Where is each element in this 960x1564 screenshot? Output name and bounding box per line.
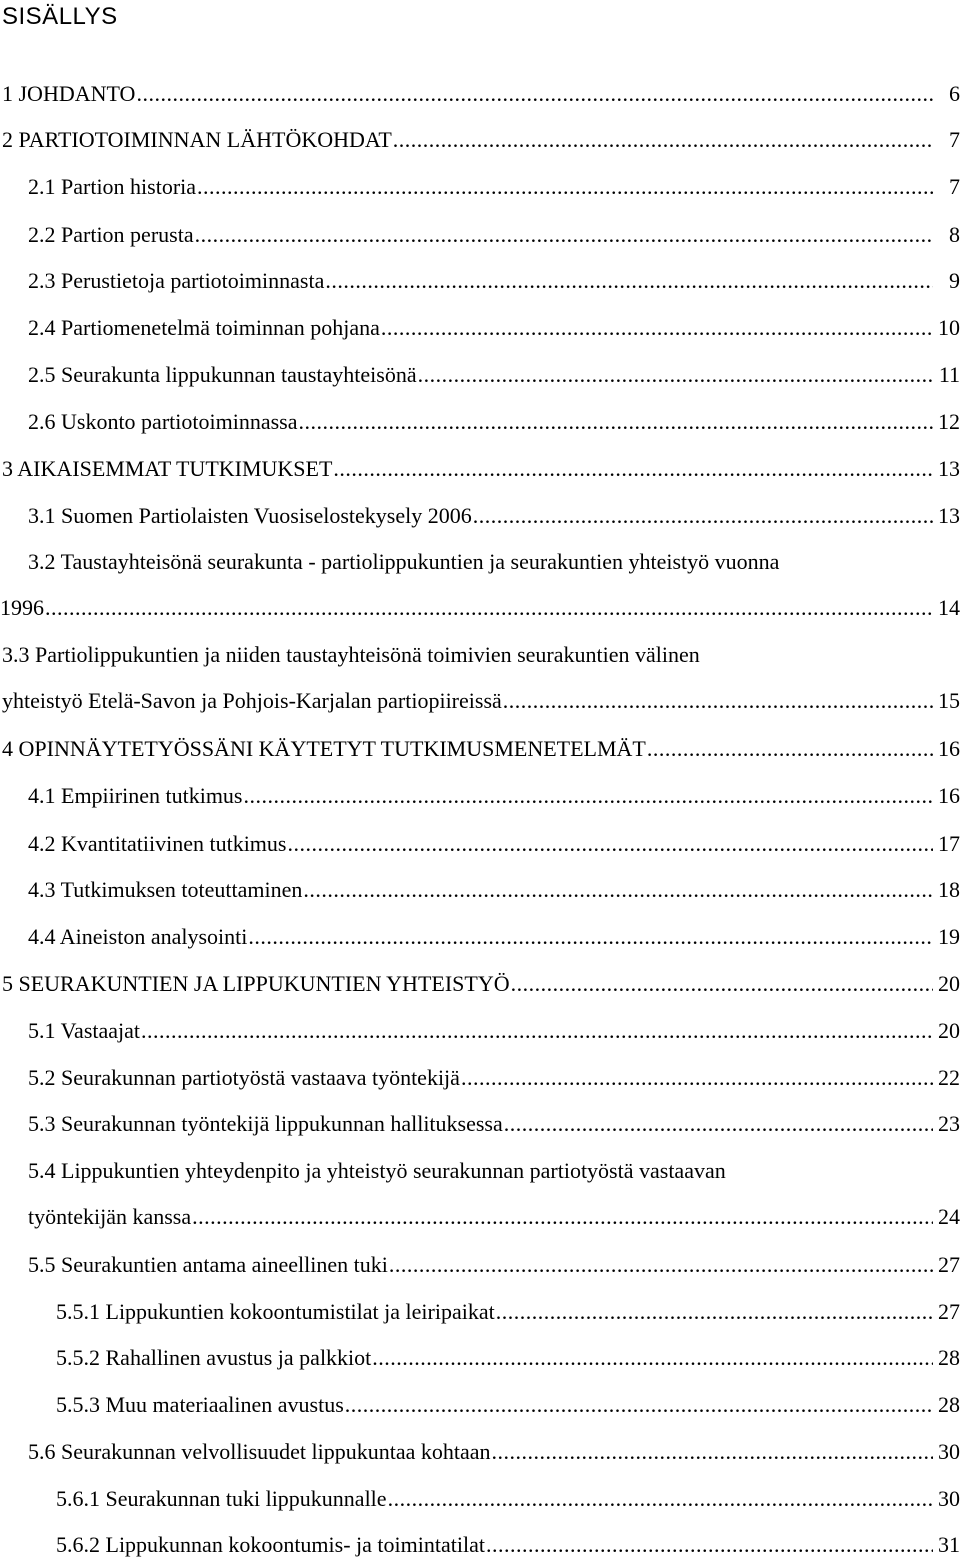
- toc-entry-3-3[interactable]: [2, 640, 960, 716]
- toc-entry-4-4[interactable]: [28, 922, 960, 952]
- dot-leader: [298, 407, 933, 437]
- toc-entry-4-2[interactable]: [28, 829, 960, 859]
- toc-entry-page: 9: [949, 268, 960, 293]
- toc-entry-label: 3.1 Suomen Partiolaisten Vuosiselostekysely 2006: [28, 503, 472, 528]
- toc-entry-label: 2.5 Seurakunta lippukunnan taustayhteisönä: [28, 362, 417, 387]
- toc-entry-5[interactable]: [2, 969, 960, 999]
- dot-leader: [303, 875, 933, 905]
- toc-entry-label: 5 SEURAKUNTIEN JA LIPPUKUNTIEN YHTEISTYÖ: [2, 971, 510, 996]
- toc-entry-page: 20: [938, 971, 960, 996]
- dot-leader: [345, 1390, 933, 1420]
- toc-entry-5-6-2[interactable]: [56, 1530, 960, 1560]
- toc-entry-5-4[interactable]: [28, 1156, 960, 1232]
- toc-entry-label: 4.3 Tutkimuksen toteuttaminen: [28, 877, 303, 902]
- toc-entry-page: 30: [938, 1439, 960, 1464]
- toc-entry-page: 13: [938, 456, 960, 481]
- toc-entry-label: 5.3 Seurakunnan työntekijä lippukunnan hallituksessa: [28, 1111, 503, 1136]
- toc-entry-label: 5.5.3 Muu materiaalinen avustus: [56, 1392, 344, 1417]
- dot-leader: [372, 1343, 933, 1373]
- toc-entry-label: 2.1 Partion historia: [28, 174, 197, 199]
- dot-leader: [197, 172, 933, 202]
- toc-entry-page: 8: [949, 222, 960, 247]
- dot-leader: [192, 1202, 933, 1232]
- toc-entry-label: 1 JOHDANTO: [2, 81, 136, 106]
- toc-entry-continuation: [0, 593, 960, 623]
- dot-leader: [136, 79, 933, 109]
- toc-entry-page: 23: [938, 1111, 960, 1136]
- toc-entry-1[interactable]: [2, 79, 960, 109]
- toc-entry-5-6[interactable]: [28, 1437, 960, 1467]
- toc-entry-label: 4 OPINNÄYTETYÖSSÄNI KÄYTETYT TUTKIMUSMENETELMÄT: [2, 736, 646, 761]
- toc-entry-label: 4.1 Empiirinen tutkimus: [28, 783, 243, 808]
- toc-entry-page: 19: [938, 924, 960, 949]
- toc-entry-3[interactable]: [2, 454, 960, 484]
- dot-leader: [248, 922, 933, 952]
- toc-entry-2-1[interactable]: [28, 172, 960, 202]
- toc-entry-5-5-1[interactable]: [56, 1297, 960, 1327]
- toc-entry-label: 4.2 Kvantitatiivinen tutkimus: [28, 831, 287, 856]
- toc-entry-label: 2.3 Perustietoja partiotoiminnasta: [28, 268, 325, 293]
- toc-entry-4-1[interactable]: [28, 781, 960, 811]
- toc-entry-2-3[interactable]: [28, 266, 960, 296]
- dot-leader: [503, 686, 933, 716]
- toc-entry-label: 5.6.1 Seurakunnan tuki lippukunnalle: [56, 1486, 387, 1511]
- toc-entry-5-3[interactable]: [28, 1109, 960, 1139]
- toc-entry-page: 7: [949, 174, 960, 199]
- toc-entry-page: 11: [938, 362, 960, 387]
- dot-leader: [287, 829, 933, 859]
- toc-entry-page: 16: [938, 783, 960, 808]
- toc-entry-5-5-2[interactable]: [56, 1343, 960, 1373]
- toc-entry-2-2[interactable]: [28, 220, 960, 250]
- dot-leader: [388, 1484, 933, 1514]
- toc-entry-page: 22: [938, 1065, 960, 1090]
- dot-leader: [389, 1250, 933, 1280]
- toc-entry-label: 5.4 Lippukuntien yhteydenpito ja yhteistyö seurakunnan partiotyöstä vastaavan: [28, 1158, 726, 1183]
- dot-leader: [381, 313, 933, 343]
- dot-leader: [473, 501, 933, 531]
- toc-entry-label: 5.5.1 Lippukuntien kokoontumistilat ja leiripaikat: [56, 1299, 495, 1324]
- toc-entry-label: 3.3 Partiolippukuntien ja niiden taustayhteisönä toimivien seurakuntien välinen: [2, 642, 700, 667]
- toc-entry-2[interactable]: [2, 125, 960, 155]
- toc-entry-page: 24: [938, 1204, 960, 1229]
- toc-entry-label: 2.4 Partiomenetelmä toiminnan pohjana: [28, 315, 380, 340]
- toc-entry-page: 20: [938, 1018, 960, 1043]
- dot-leader: [195, 220, 933, 250]
- toc-entry-page: 10: [938, 315, 960, 340]
- toc-entry-label: 4.4 Aineiston analysointi: [28, 924, 248, 949]
- toc-entry-label: 5.5.2 Rahallinen avustus ja palkkiot: [56, 1345, 372, 1370]
- toc-entry-page: 13: [938, 503, 960, 528]
- toc-entry-continuation: [28, 1202, 960, 1232]
- toc-title: SISÄLLYS: [2, 3, 118, 30]
- toc-entry-page: 27: [938, 1252, 960, 1277]
- dot-leader: [492, 1437, 933, 1467]
- toc-entry-page: 31: [938, 1532, 960, 1557]
- toc-entry-page: 14: [938, 595, 960, 620]
- toc-entry-label: 5.2 Seurakunnan partiotyöstä vastaava työntekijä: [28, 1065, 460, 1090]
- toc-entry-5-5[interactable]: [28, 1250, 960, 1280]
- toc-entry-5-5-3[interactable]: [56, 1390, 960, 1420]
- toc-entry-page: 6: [949, 81, 960, 106]
- toc-entry-5-6-1[interactable]: [56, 1484, 960, 1514]
- toc-entry-2-5[interactable]: [28, 360, 960, 390]
- toc-entry-label: 5.5 Seurakuntien antama aineellinen tuki: [28, 1252, 388, 1277]
- toc-entry-page: 12: [938, 409, 960, 434]
- toc-entry-5-1[interactable]: [28, 1016, 960, 1046]
- toc-entry-3-2[interactable]: [0, 547, 960, 623]
- toc-entry-page: 28: [938, 1345, 960, 1370]
- toc-entry-2-6[interactable]: [28, 407, 960, 437]
- toc-entry-page: 16: [938, 736, 960, 761]
- toc-entry-label: 2.2 Partion perusta: [28, 222, 194, 247]
- toc-entry-3-1[interactable]: [28, 501, 960, 531]
- toc-entry-4-3[interactable]: [28, 875, 960, 905]
- toc-entry-page: 30: [938, 1486, 960, 1511]
- toc-entry-label-continued: yhteistyö Etelä-Savon ja Pohjois-Karjalan partiopiireissä: [2, 688, 502, 713]
- toc-entry-2-4[interactable]: [28, 313, 960, 343]
- toc-entry-label: 2 PARTIOTOIMINNAN LÄHTÖKOHDAT: [2, 127, 392, 152]
- toc-entry-continuation: [2, 686, 960, 716]
- dot-leader: [511, 969, 933, 999]
- toc-entry-page: 7: [949, 127, 960, 152]
- toc-entry-label-continued: 1996: [0, 595, 44, 620]
- toc-entry-label: 3 AIKAISEMMAT TUTKIMUKSET: [2, 456, 333, 481]
- toc-entry-label: 5.6.2 Lippukunnan kokoontumis- ja toimintatilat: [56, 1532, 485, 1557]
- dot-leader: [418, 360, 933, 390]
- dot-leader: [141, 1016, 933, 1046]
- dot-leader: [496, 1297, 933, 1327]
- dot-leader: [461, 1063, 933, 1093]
- dot-leader: [45, 593, 933, 623]
- toc-entry-page: 28: [938, 1392, 960, 1417]
- toc-entry-4[interactable]: [2, 734, 960, 764]
- toc-entry-page: 27: [938, 1299, 960, 1324]
- toc-entry-label-continued: työntekijän kanssa: [28, 1204, 192, 1229]
- dot-leader: [325, 266, 933, 296]
- toc-entry-page: 18: [938, 877, 960, 902]
- toc-entry-label: 2.6 Uskonto partiotoiminnassa: [28, 409, 298, 434]
- toc-entry-label: 5.1 Vastaajat: [28, 1018, 141, 1043]
- dot-leader: [647, 734, 933, 764]
- dot-leader: [333, 454, 933, 484]
- dot-leader: [486, 1530, 933, 1560]
- dot-leader: [393, 125, 933, 155]
- toc-entry-page: 17: [938, 831, 960, 856]
- dot-leader: [244, 781, 934, 811]
- toc-entry-label: 3.2 Taustayhteisönä seurakunta - partiolippukuntien ja seurakuntien yhteistyö vuonna: [28, 549, 780, 574]
- toc-entry-label: 5.6 Seurakunnan velvollisuudet lippukuntaa kohtaan: [28, 1439, 491, 1464]
- toc-entry-5-2[interactable]: [28, 1063, 960, 1093]
- dot-leader: [504, 1109, 933, 1139]
- toc-entry-page: 15: [938, 688, 960, 713]
